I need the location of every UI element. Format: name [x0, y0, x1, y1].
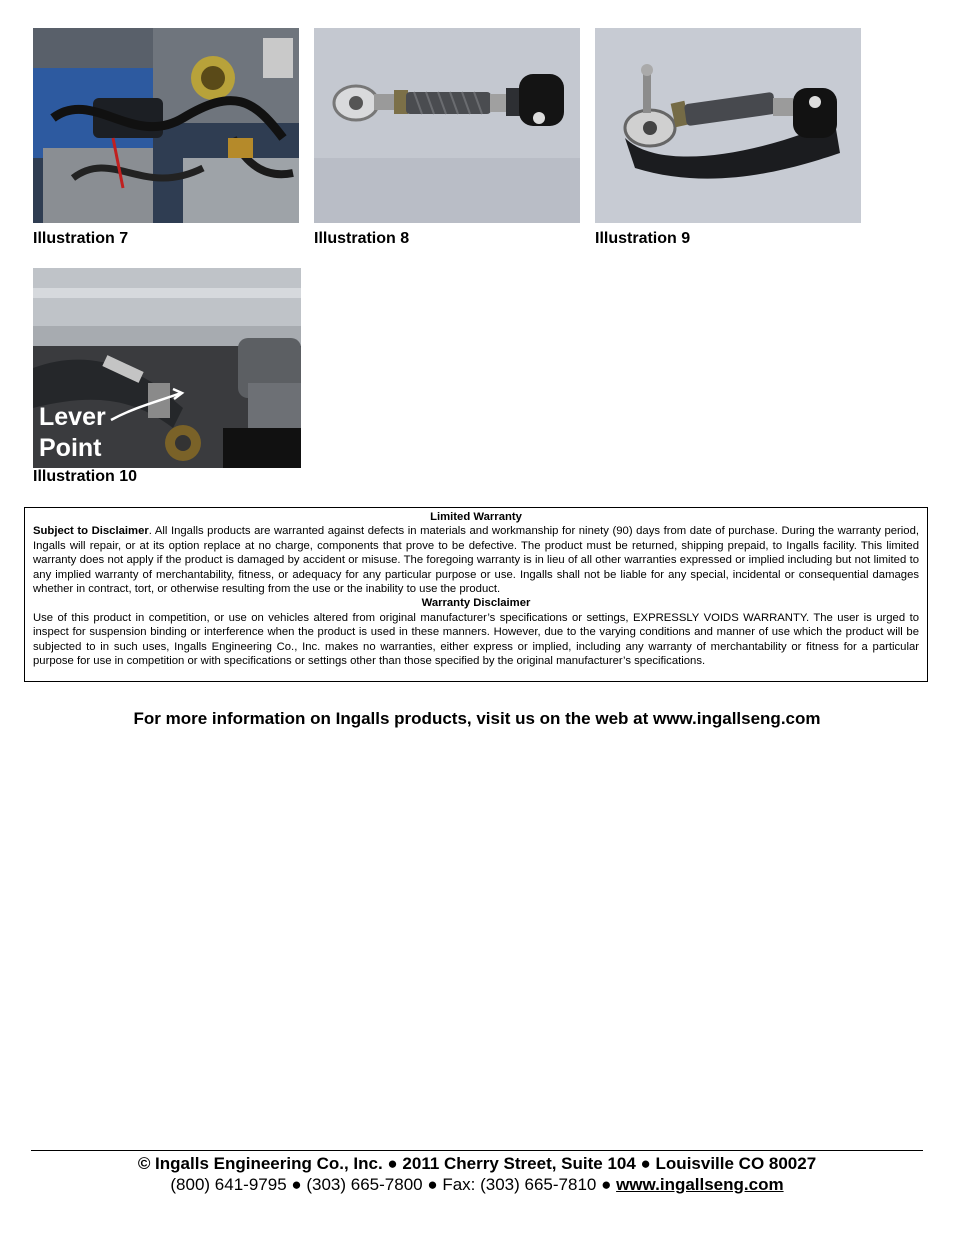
- footer-divider: [31, 1150, 923, 1151]
- warranty-box: [24, 507, 928, 682]
- point-label: Point: [39, 434, 102, 462]
- website-link[interactable]: www.ingallseng.com: [616, 1175, 784, 1194]
- illustration-10-caption: Illustration 10: [33, 468, 138, 485]
- illustration-9-photo: [595, 28, 861, 223]
- footer-contact: [0, 1175, 954, 1195]
- footer-phones: (800) 641-9795 ● (303) 665-7800 ● Fax: (303) 665-7810 ●: [170, 1175, 617, 1194]
- illustration-9-caption: Illustration 9: [595, 230, 691, 247]
- limited-warranty-title: Limited Warranty: [430, 511, 522, 523]
- illustration-7-photo: [33, 28, 299, 223]
- illustration-8-caption: Illustration 8: [314, 230, 410, 247]
- footer-address: © Ingalls Engineering Co., Inc. ● 2011 Cherry Street, Suite 104 ● Louisville CO 80027: [137, 1154, 817, 1173]
- lever-label: Lever: [39, 403, 106, 431]
- illustration-8-photo: [314, 28, 580, 223]
- limited-warranty-text: [33, 524, 919, 596]
- illustration-7-caption: Illustration 7: [33, 230, 129, 247]
- more-info-line: For more information on Ingalls products, visit us on the web at www.ingallseng.com: [133, 709, 821, 728]
- warranty-body: . All Ingalls products are warranted against defects in materials and workmanship for ninety (90) days from date of purchase. During the warranty period, Ingalls will repair, or at its option replace at no charge, components that prove to be defective. The product must be returned, shipping prepaid, to Ingalls facility. This limited warranty does not apply if the product is damaged by accident or misuse. The foregoing warranty is in lieu of all other warranties expressed or implied including but not limited to any implied warranty of merchantability, fitness, or adequacy for any particular purpose or use. Ingalls shall not be liable for any special, incidental or consequential damages whether in contract, tort, or otherwise resulting from the use or the inability to use the product.: [33, 525, 919, 596]
- warranty-disclaimer-title: Warranty Disclaimer: [421, 597, 531, 610]
- warranty-disclaimer-text: Use of this product in competition, or use on vehicles altered from original manufacturer’s specifications or settings, EXPRESSLY VOIDS WARRANTY. The user is urged to inspect for suspension binding or interference when the product is used in these manners. However, due to the varying conditions and manner of use which the product will be subjected to in such uses, Ingalls Engineering Co., Inc. makes no warranties, either express or implied, including any warranty of merchantability or fitness for a particular purpose for use in competition or with specifications or settings other than those specified by the original manufacturer’s specifications.: [33, 611, 919, 668]
- warranty-lead: Subject to Disclaimer: [33, 525, 149, 538]
- illustration-10-photo: [33, 268, 301, 468]
